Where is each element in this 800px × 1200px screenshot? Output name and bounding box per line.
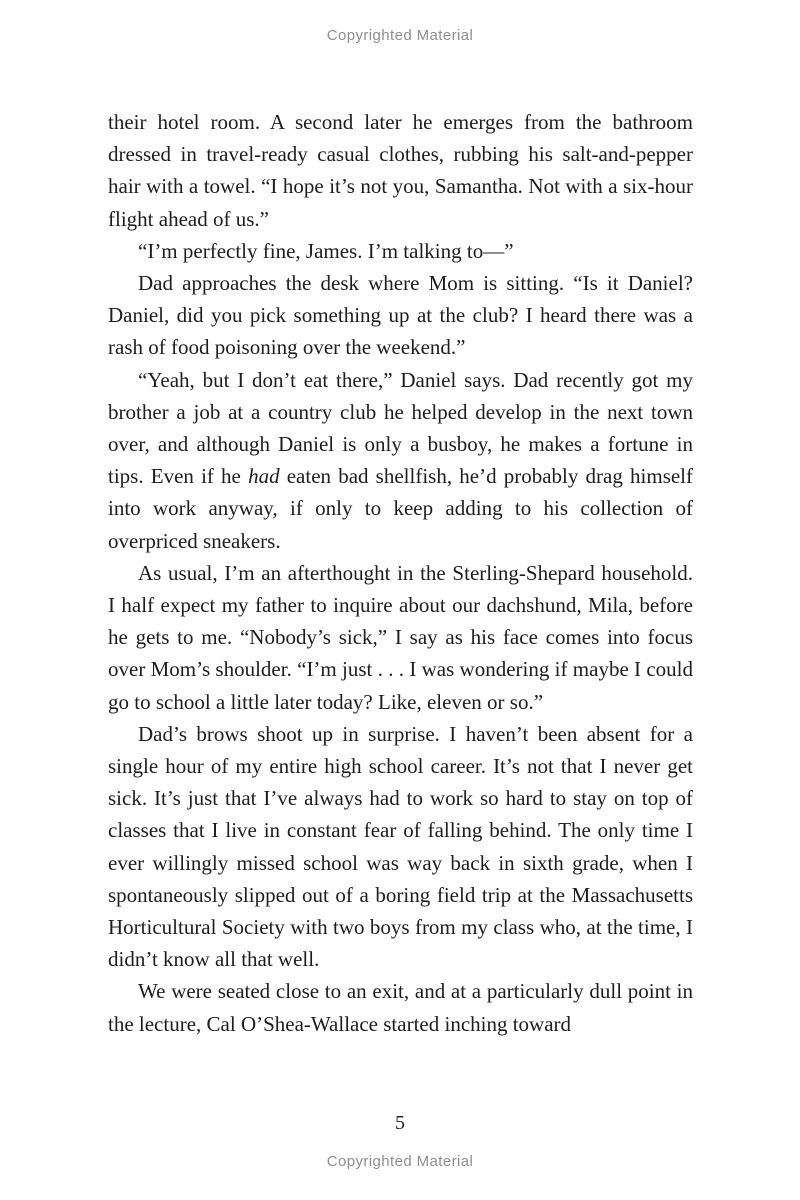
paragraph [108, 267, 693, 364]
text-segment: Dad’s brows shoot up in surprise. I haven’t been absent for a single hour of my entire high school career. It’s not that I never get sick. It’s just that I’ve always had to work so hard to stay on top of classes that I live in constant fear of falling behind. The only time I ever willingly missed school was way back in sixth grade, when I spontaneously slipped out of a boring field trip at the Massachusetts Horticultural Society with two boys from my class who, at the time, I didn’t know all that well. [108, 721, 693, 972]
paragraph [108, 557, 693, 718]
paragraph [108, 106, 693, 235]
paragraph [108, 364, 693, 557]
paragraph [108, 235, 693, 267]
paragraph [108, 975, 693, 1039]
paragraph [108, 718, 693, 976]
text-segment: “I’m perfectly fine, James. I’m talking to—” [138, 238, 514, 263]
text-segment: eaten bad shellfish, he’d probably drag himself into work anyway, if only to keep adding to his collection of overpriced sneakers. [108, 464, 694, 553]
text-segment: “Yeah, but I don’t eat there,” Daniel says. Dad recently got my brother a job at a country club he helped develop in the next town over, and although Daniel is only a busboy, he makes a fortune in tips. Even if he [108, 367, 693, 489]
page-number: 5 [395, 1112, 405, 1134]
copyright-notice-top: Copyrighted Material [326, 27, 474, 44]
italic-text-segment: had [248, 464, 280, 489]
copyright-notice-bottom: Copyrighted Material [326, 1153, 474, 1170]
text-segment: We were seated close to an exit, and at a particularly dull point in the lecture, Cal O’Shea-Wallace started inching toward [108, 979, 693, 1036]
text-segment: Dad approaches the desk where Mom is sitting. “Is it Daniel? Daniel, did you pick something up at the club? I heard there was a rash of food poisoning over the weekend.” [108, 271, 693, 360]
text-segment: their hotel room. A second later he emerges from the bathroom dressed in travel-ready casual clothes, rubbing his salt-and-pepper hair with a towel. “I hope it’s not you, Samantha. Not with a six-hour flight ahead of us.” [108, 110, 693, 231]
text-segment: As usual, I’m an afterthought in the Sterling-Shepard household. I half expect my father to inquire about our dachshund, Mila, before he gets to me. “Nobody’s sick,” I say as his face comes into focus over Mom’s shoulder. “I’m just . . . I was wondering if maybe I could go to school a little later today? Like, eleven or so.” [108, 560, 693, 714]
book-text [108, 106, 693, 1040]
